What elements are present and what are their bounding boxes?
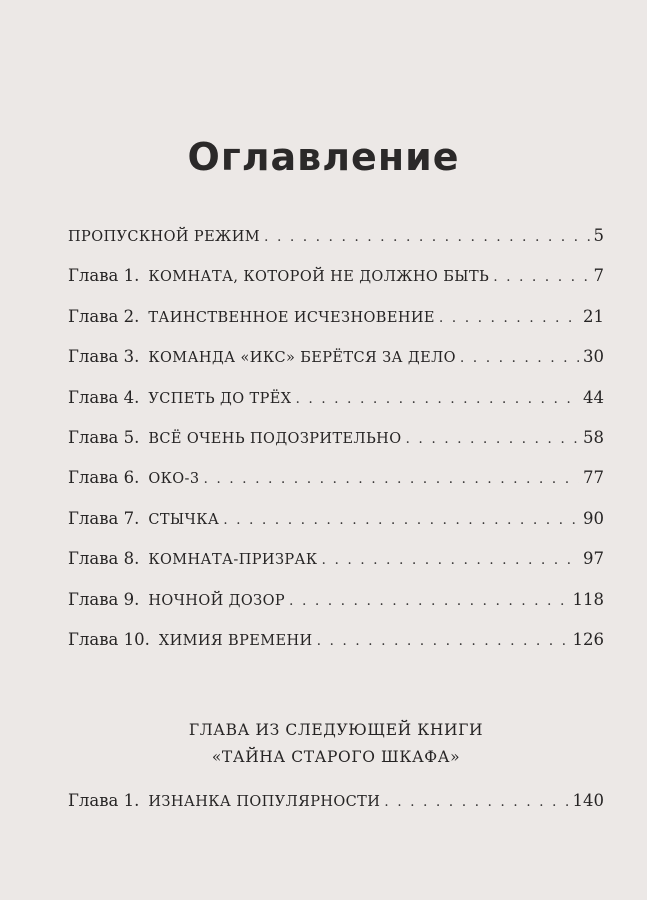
entry-page: 97 [583, 549, 604, 569]
chapter-number: Глава 10. [68, 629, 150, 649]
entry-page: 77 [583, 468, 604, 488]
entry-page: 44 [583, 387, 604, 407]
chapter-number: Глава 8. [68, 549, 140, 569]
entry-title: ВСЁ ОЧЕНЬ ПОДОЗРИТЕЛЬНО [148, 430, 402, 447]
entry-title: КОМНАТА-ПРИЗРАК [148, 552, 318, 569]
toc-entry-chapter-6 [68, 464, 604, 504]
entry-title: ТАИНСТВЕННОЕ ИСЧЕЗНОВЕНИЕ [148, 309, 435, 326]
toc-entry-prologue [68, 222, 604, 262]
toc-entry-chapter-7 [68, 505, 604, 545]
chapter-number: Глава 9. [68, 589, 140, 609]
entry-page: 30 [583, 347, 604, 367]
dot-leader [295, 385, 579, 413]
dot-leader [406, 425, 579, 453]
dot-leader [460, 344, 579, 372]
chapter-number: Глава 3. [68, 347, 140, 367]
bonus-toc-list [68, 787, 604, 827]
entry-page: 140 [572, 791, 604, 810]
toc-list [68, 222, 604, 666]
chapter-number: Глава 1. [68, 266, 140, 286]
toc-entry-chapter-10 [68, 626, 604, 666]
entry-title: НОЧНОЙ ДОЗОР [148, 592, 286, 609]
bonus-heading-line-1: ГЛАВА ИЗ СЛЕДУЮЩЕЙ КНИГИ [188, 721, 484, 739]
entry-title: СТЫЧКА [148, 511, 220, 528]
toc-entry-chapter-5 [68, 424, 604, 464]
page-title: Оглавление [187, 135, 460, 179]
bonus-section-heading [68, 717, 604, 771]
bonus-heading-line-2: «ТАЙНА СТАРОГО ШКАФА» [211, 748, 461, 766]
entry-page: 5 [593, 226, 604, 245]
dot-leader [493, 263, 589, 291]
entry-page: 126 [572, 629, 604, 649]
chapter-number: Глава 6. [68, 468, 140, 488]
toc-entry-chapter-2 [68, 303, 604, 343]
entry-page: 90 [583, 508, 604, 528]
entry-title: УСПЕТЬ ДО ТРЁХ [148, 390, 292, 407]
toc-entry-chapter-1 [68, 262, 604, 302]
dot-leader [322, 546, 579, 574]
entry-title: КОМАНДА «ИКС» БЕРЁТСЯ ЗА ДЕЛО [148, 350, 456, 367]
dot-leader [439, 304, 579, 332]
toc-entry-chapter-9 [68, 586, 604, 626]
entry-title: ХИМИЯ ВРЕМЕНИ [158, 632, 313, 649]
dot-leader [317, 627, 569, 655]
dot-leader [223, 506, 579, 534]
entry-page: 7 [593, 266, 604, 286]
chapter-number: Глава 4. [68, 387, 140, 407]
dot-leader [384, 788, 568, 816]
entry-title: ПРОПУСКНОЙ РЕЖИМ [68, 229, 261, 245]
entry-title: КОМНАТА, КОТОРОЙ НЕ ДОЛЖНО БЫТЬ [148, 269, 490, 286]
dot-leader [289, 587, 568, 615]
toc-entry-bonus-chapter-1 [68, 787, 604, 827]
chapter-number: Глава 2. [68, 306, 140, 326]
dot-leader [264, 223, 589, 251]
entry-page: 21 [583, 306, 604, 326]
chapter-number: Глава 5. [68, 427, 140, 447]
entry-page: 118 [572, 589, 604, 609]
dot-leader [203, 465, 579, 493]
chapter-number: Глава 7. [68, 508, 140, 528]
toc-entry-chapter-8 [68, 545, 604, 585]
entry-title: ИЗНАНКА ПОПУЛЯРНОСТИ [148, 794, 381, 810]
entry-title: ОКО-3 [148, 471, 200, 488]
toc-entry-chapter-3 [68, 343, 604, 383]
toc-entry-chapter-4 [68, 384, 604, 424]
entry-page: 58 [583, 427, 604, 447]
chapter-number: Глава 1. [68, 791, 140, 810]
